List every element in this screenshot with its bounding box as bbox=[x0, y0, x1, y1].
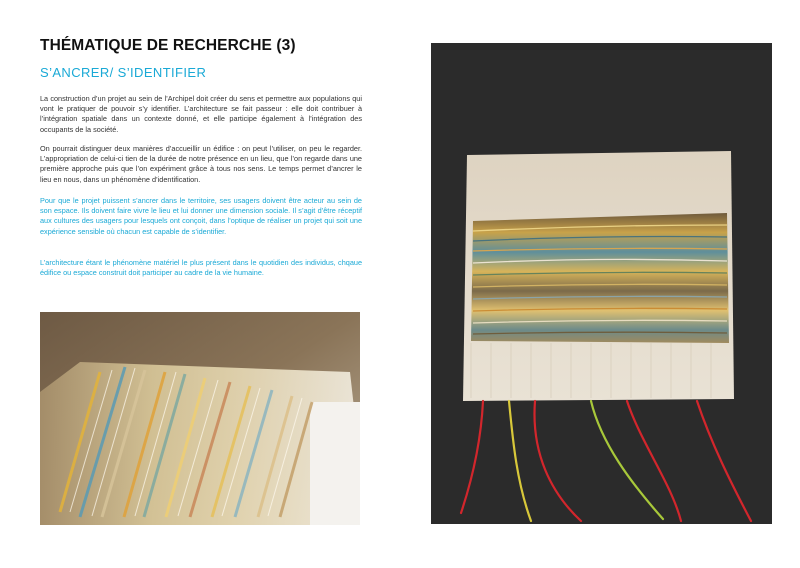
photo-closeup-cardboard bbox=[40, 312, 360, 525]
page-title: THÉMATIQUE DE RECHERCHE (3) bbox=[40, 37, 296, 54]
photo-cardboard-model bbox=[431, 43, 772, 524]
paragraph-usagers: Pour que le projet puissent s’ancrer dans le territoire, ses usagers doivent être acteur au sein de son espace. Ils doivent faire vivre le lieu et lui donner une dimension sociale. Il s’agit d’être réceptif aux cultures des usagers pour lesquels ont conçoit, dans l’optique de réaliser un projet qui soit une expérience sensible où chacun est capable de s’identifier. bbox=[40, 196, 362, 236]
paragraph-architecture: L’architecture étant le phénomène matériel le plus présent dans le quotidien des individus, chqaue édifice ou espace construit doit participer au cadre de la vie humaine. bbox=[40, 258, 362, 278]
section-subtitle: S’ANCRER/ S’IDENTIFIER bbox=[40, 65, 207, 80]
paragraph-intro: La construction d’un projet au sein de l’Archipel doit créer du sens et permettre aux populations qui vont le pratiquer de pouvoir s’y identifier. L’architecture se fait passeur : elle doit contribuer à l’intégration spatiale dans un contexte donné, et elle participe également à l’intégration des occupants de la société. bbox=[40, 94, 362, 134]
paragraph-appropriation: On pourrait distinguer deux manières d’accueillir un édifice : on peut l’utiliser, on peu le regarder. L’appropriation de celui-ci tien de la durée de notre présence en un lieu, que l’on regarde dans une première approche puis que l’on expériment grâce à tous nos sens. Le temps permet d’ancrer le lieu en nous, dans un phénomène d’identification. bbox=[40, 144, 362, 184]
